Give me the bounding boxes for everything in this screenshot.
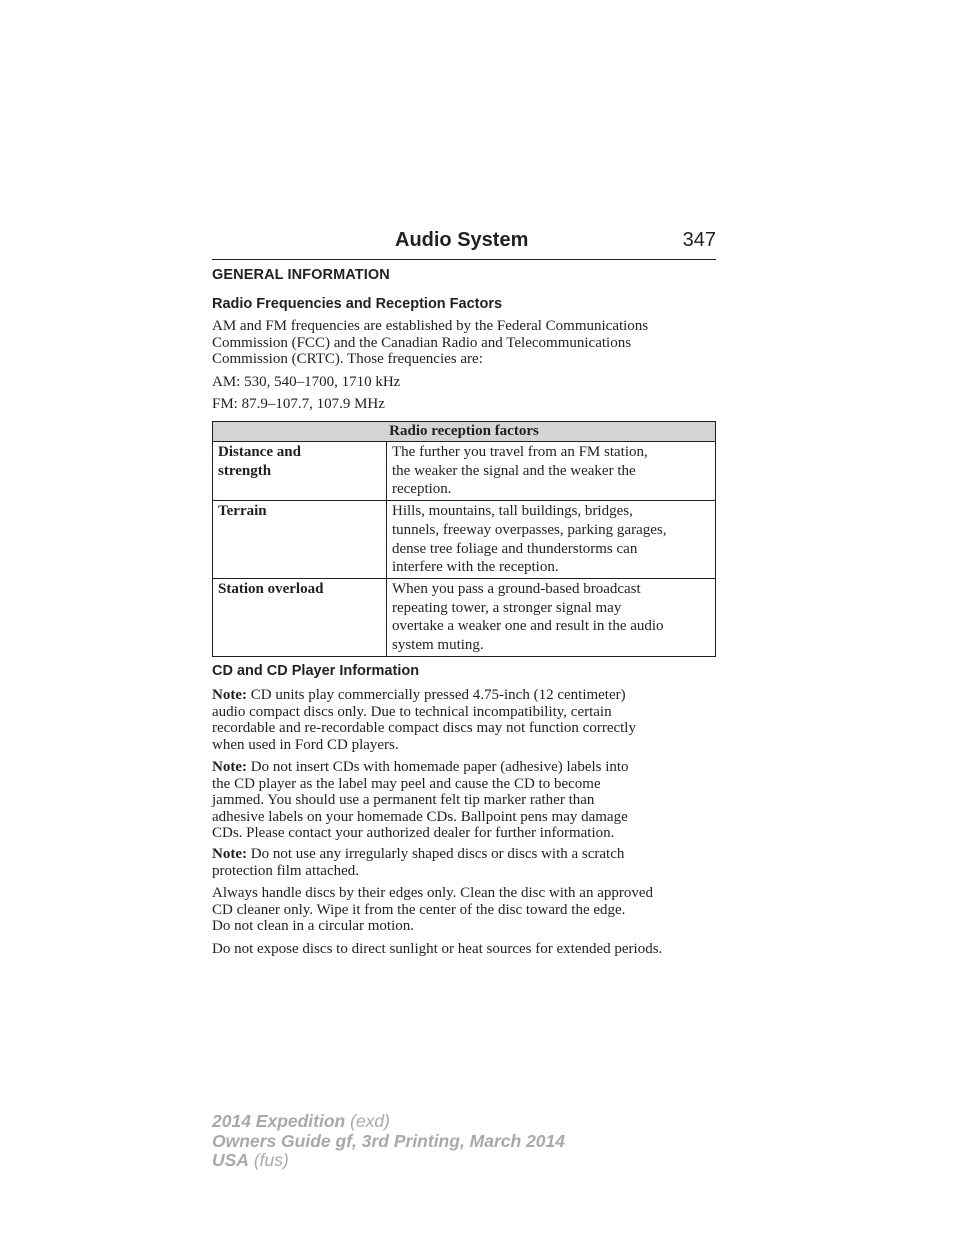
table-row	[213, 501, 716, 579]
note-paragraph	[212, 687, 722, 753]
description-line: overtake a weaker one and result in the audio	[392, 618, 664, 635]
heading-cd-player-information: CD and CD Player Information	[212, 663, 420, 679]
page-footer	[212, 1112, 565, 1171]
note-paragraph	[212, 759, 722, 842]
text-line: Commission (CRTC). Those frequencies are:	[212, 351, 483, 368]
factor-line: strength	[218, 462, 272, 479]
footer-model-line	[212, 1112, 565, 1132]
heading-radio-frequencies: Radio Frequencies and Reception Factors	[212, 296, 503, 312]
description-line: repeating tower, a stronger signal may	[392, 599, 622, 616]
factor-cell	[213, 501, 387, 579]
note-text: CD units play commercially pressed 4.75-inch (12 centimeter)	[246, 687, 626, 703]
footer-market-line	[212, 1151, 565, 1171]
factor-line: Terrain	[218, 503, 267, 520]
note-label: Note:	[212, 759, 247, 775]
text-line: Commission (FCC) and the Canadian Radio and Telecommunications	[212, 334, 632, 351]
footer-market-code: (fus)	[248, 1150, 289, 1170]
factor-line: Station overload	[218, 580, 324, 597]
footer-guide: Owners Guide gf, 3rd Printing, March 2014	[212, 1130, 565, 1151]
section-title: Audio System	[395, 229, 529, 251]
text-line: AM and FM frequencies are established by the Federal Communications	[212, 318, 649, 334]
factor-cell	[213, 442, 387, 501]
note-paragraph	[212, 846, 722, 879]
text-line: audio compact discs only. Due to technical incompatibility, certain	[212, 703, 612, 720]
heading-general-information: GENERAL INFORMATION	[212, 267, 390, 283]
text-line: the CD player as the label may peel and cause the CD to become	[212, 775, 601, 792]
table-header: Radio reception factors	[213, 422, 716, 442]
text-line	[212, 759, 722, 776]
description-line: When you pass a ground-based broadcast	[392, 580, 641, 597]
running-head	[212, 229, 716, 260]
description-line: dense tree foliage and thunderstorms can	[392, 540, 638, 557]
note-label: Note:	[212, 687, 247, 703]
handling-paragraph	[212, 885, 722, 935]
description-cell	[387, 578, 716, 656]
description-cell	[387, 442, 716, 501]
footer-model-code: (exd)	[345, 1111, 390, 1131]
description-line: tunnels, freeway overpasses, parking garages,	[392, 521, 667, 538]
description-line: system muting.	[392, 637, 484, 654]
text-line: protection film attached.	[212, 862, 360, 879]
text-line: CDs. Please contact your authorized dealer for further information.	[212, 825, 615, 842]
text-line: Always handle discs by their edges only. Clean the disc with an approved	[212, 885, 654, 901]
description-line: the weaker the signal and the weaker the	[392, 462, 636, 479]
footer-model: 2014 Expedition	[212, 1111, 346, 1131]
factor-cell	[213, 578, 387, 656]
table-header-row	[213, 422, 716, 442]
note-text: Do not insert CDs with homemade paper (adhesive) labels into	[246, 759, 629, 775]
text-line: jammed. You should use a permanent felt tip marker rather than	[212, 792, 595, 809]
page-number: 347	[682, 229, 716, 251]
factor-line: Distance and	[218, 444, 301, 460]
text-line	[212, 687, 722, 704]
text-line: CD cleaner only. Wipe it from the center of the disc toward the edge.	[212, 901, 626, 918]
footer-guide-line	[212, 1132, 565, 1152]
table-row	[213, 578, 716, 656]
text-line: adhesive labels on your homemade CDs. Ballpoint pens may damage	[212, 808, 628, 825]
reception-factors-table	[212, 421, 716, 657]
description-line: interfere with the reception.	[392, 559, 559, 576]
note-label: Note:	[212, 846, 247, 862]
text-line: recordable and re-recordable compact discs may not function correctly	[212, 720, 636, 737]
intro-paragraph	[212, 318, 722, 368]
am-frequencies: AM: 530, 540–1700, 1710 kHz	[212, 374, 401, 390]
text-line: Do not clean in a circular motion.	[212, 918, 415, 935]
description-cell	[387, 501, 716, 579]
note-text: Do not use any irregularly shaped discs or discs with a scratch	[246, 846, 625, 862]
footer-market: USA	[212, 1150, 249, 1170]
table-row	[213, 442, 716, 501]
description-line: The further you travel from an FM station,	[392, 444, 648, 460]
text-line: when used in Ford CD players.	[212, 736, 399, 753]
description-line: Hills, mountains, tall buildings, bridges,	[392, 503, 633, 520]
description-line: reception.	[392, 481, 452, 498]
text-line	[212, 846, 722, 863]
fm-frequencies: FM: 87.9–107.7, 107.9 MHz	[212, 396, 385, 412]
sunlight-paragraph: Do not expose discs to direct sunlight or heat sources for extended periods.	[212, 941, 663, 957]
